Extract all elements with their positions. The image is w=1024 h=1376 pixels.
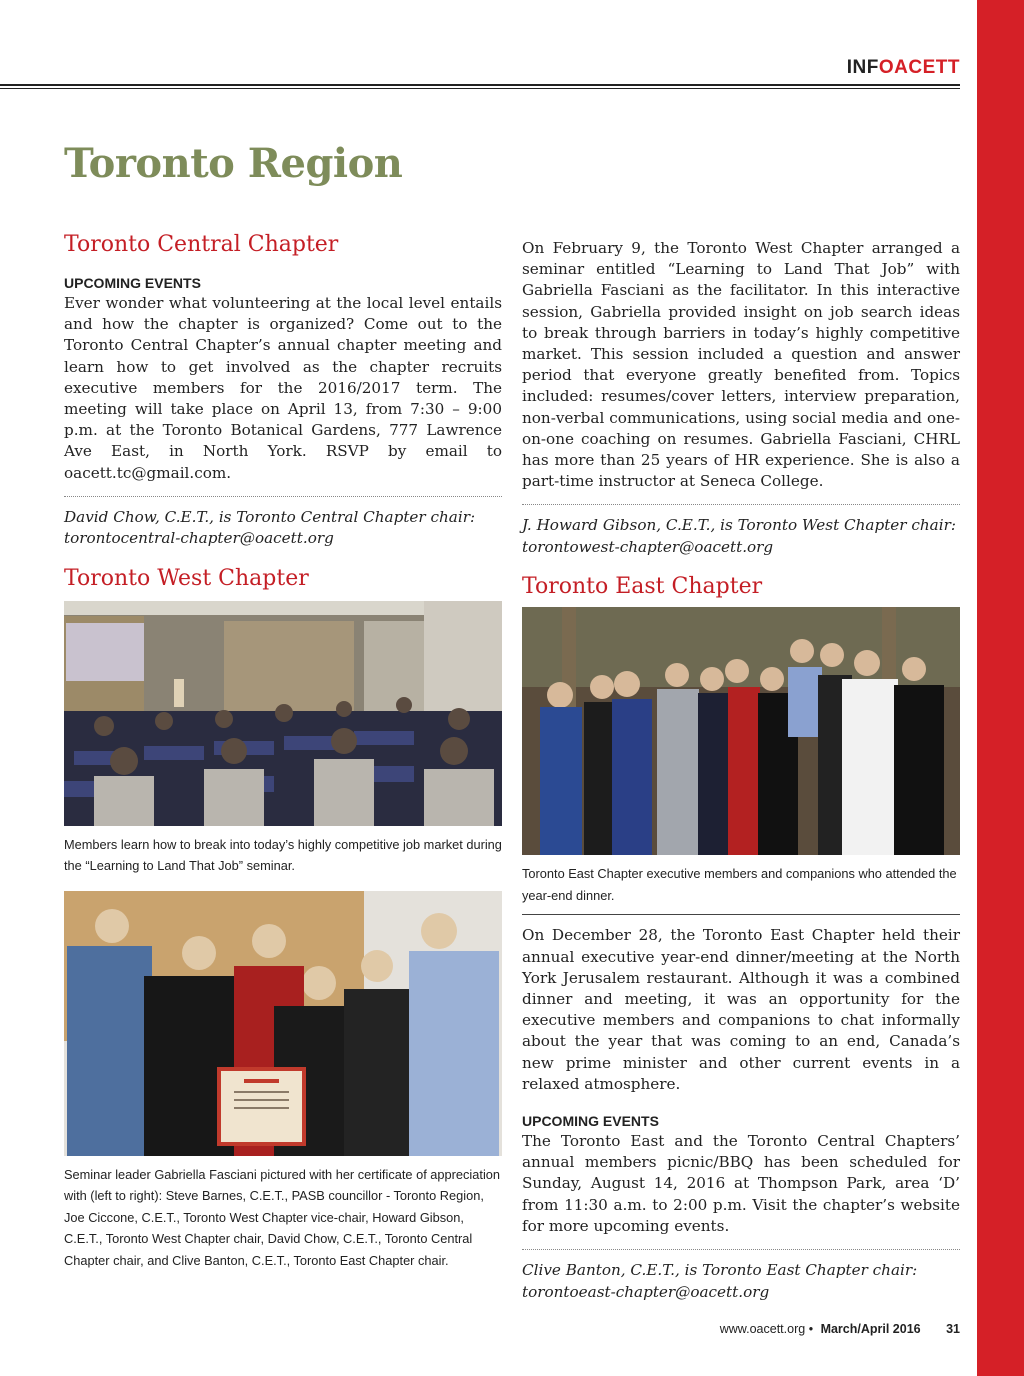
dinner-photo-caption: Toronto East Chapter executive members and companions who attended the year-end dinner.: [522, 866, 957, 903]
certificate-photo: [64, 891, 502, 1156]
certificate-group-illustration: [64, 891, 502, 1156]
seminar-photo-caption: Members learn how to break into today’s highly competitive job market during the “Learning to Land That Job” seminar.: [64, 836, 502, 874]
right-column: [522, 238, 960, 1303]
east-email-link[interactable]: torontoeast-chapter@oacett.org: [522, 1282, 770, 1301]
dinner-group-illustration: [522, 607, 960, 855]
west-chapter-heading: Toronto West Chapter: [64, 565, 309, 591]
east-chapter-heading: Toronto East Chapter: [522, 574, 763, 600]
west-email-link[interactable]: torontowest-chapter@oacett.org: [522, 537, 774, 556]
central-body: Ever wonder what volunteering at the local level entails and how the chapter is organized? Come out to the Toronto Central Chapter’s annual chapter meeting and learn how to get involved as the chapter recruits executive members for the 2016/2017 term. The meeting will take place on April 13, from 7:30 – 9:00 p.m. at the Toronto Botanical Gardens, 777 Lawrence Ave East, in North York. RSVP by email to oacett.tc@gmail.com.: [64, 294, 502, 482]
east-body: On December 28, the Toronto East Chapter held their annual executive year-end dinner/meeting at the North York Jerusalem restaurant. Although it was a combined dinner and meeting, it was an opportunity for the executive members and companions to chat informally about the year that was coming to an end, Canada’s new prime minister and other current events in a relaxed atmosphere.: [522, 926, 960, 1093]
dotted-divider: [522, 504, 960, 505]
west-chair-signature: J. Howard Gibson, C.E.T., is Toronto West Chapter chair: torontowest-chapter@oacett.org: [522, 516, 956, 556]
certificate-photo-caption: Seminar leader Gabriella Fasciani pictured with her certificate of appreciation with (left to right): Steve Barnes, C.E.T., PASB councillor - Toronto Region, Joe Ciccone, C.E.T., Toronto West Chapter vice-chair, Howard Gibson, C.E.T., Toronto West Chapter chair, David Chow, C.E.T., Toronto Central Chapter chair, and Clive Banton, C.E.T., Toronto East Chapter chair.: [64, 1166, 501, 1268]
header-rule: [0, 84, 960, 89]
central-upcoming-label: UPCOMING EVENTS: [64, 275, 201, 291]
dotted-divider: [522, 1249, 960, 1250]
dinner-photo: [522, 607, 960, 855]
dotted-divider: [64, 496, 502, 497]
central-chapter-heading: Toronto Central Chapter: [64, 232, 339, 257]
central-chair-signature: David Chow, C.E.T., is Toronto Central Chapter chair: torontocentral-chapter@oacett.org: [64, 507, 476, 548]
seminar-photo: [64, 601, 502, 826]
footer-issue: March/April 2016: [820, 1322, 921, 1336]
central-email-link[interactable]: torontocentral-chapter@oacett.org: [64, 529, 334, 548]
footer-bullet: •: [808, 1322, 814, 1336]
caption-divider: [522, 914, 960, 915]
side-color-bar: [977, 0, 1024, 1376]
masthead: INFOACETT: [846, 57, 960, 78]
footer-website-link[interactable]: www.oacett.org: [719, 1322, 806, 1336]
page-title: Toronto Region: [64, 140, 403, 187]
left-column: [64, 232, 502, 1271]
east-chair-signature: Clive Banton, C.E.T., is Toronto East Chapter chair: torontoeast-chapter@oacett.org: [522, 1261, 918, 1301]
west-body: On February 9, the Toronto West Chapter arranged a seminar entitled “Learning to Land That Job” with Gabriella Fasciani as the facilitator. In this interactive session, Gabriella provided insight on job search ideas to break through barriers in today’s highly competitive market. This session included a question and answer period that everyone greatly benefited from. Topics included: resumes/cover letters, interview preparation, non-verbal communications, using social media and one-on-one coaching on resumes. Gabriella Fasciani, CHRL has more than 25 years of HR experience. She is also a part-time instructor at Seneca College.: [522, 239, 960, 491]
page-number: 31: [946, 1322, 960, 1336]
east-upcoming-label: UPCOMING EVENTS: [522, 1113, 659, 1130]
page-footer: [720, 1322, 960, 1336]
east-upcoming-body: The Toronto East and the Toronto Central Chapters’ annual members picnic/BBQ has been scheduled for Sunday, August 14, 2016 at Thompson Park, area ‘D’ from 11:30 a.m. to 2:00 p.m. Visit the chapter’s website for more upcoming events.: [522, 1132, 960, 1235]
seminar-illustration: [64, 601, 502, 826]
